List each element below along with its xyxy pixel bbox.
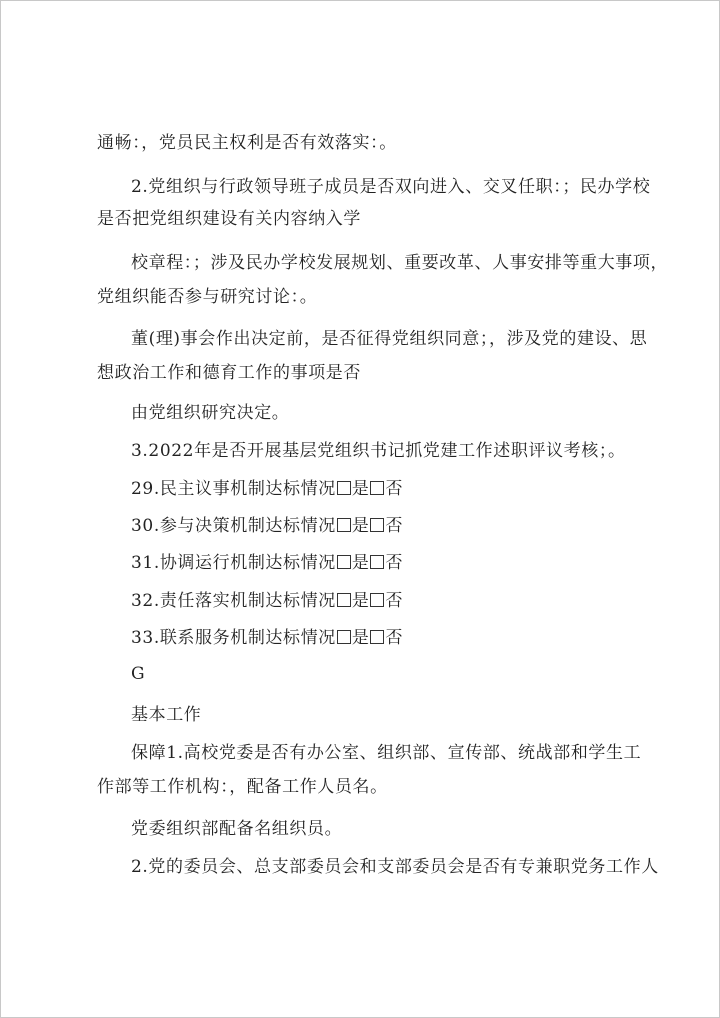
checkbox-no[interactable] [370, 481, 384, 495]
text-line: 保障1.高校党委是否有办公室、组织部、宣传部、统战部和学生工 [131, 743, 642, 763]
text-line: 党组织能否参与研究讨论：。 [97, 287, 318, 307]
checklist-label: 30.参与决策机制达标情况 [131, 516, 336, 536]
checklist-item [131, 627, 403, 649]
option-no-label: 否 [385, 516, 404, 536]
text-line: 2.党的委员会、总支部委员会和支部委员会是否有专兼职党务工作人 [131, 857, 659, 877]
checkbox-no[interactable] [370, 555, 384, 569]
checklist-label: 29.民主议事机制达标情况 [131, 479, 336, 499]
checklist-label: 31.协调运行机制达标情况 [131, 553, 336, 573]
section-title: 基本工作 [131, 705, 202, 725]
option-no-label: 否 [385, 553, 404, 573]
option-no-label: 否 [385, 628, 404, 648]
option-yes-label: 是 [351, 628, 370, 648]
text-line: 作部等工作机构：，配备工作人员名。 [97, 777, 388, 797]
option-no-label: 否 [385, 591, 404, 611]
checkbox-no[interactable] [370, 593, 384, 607]
text-line: 3.2022年是否开展基层党组织书记抓党建工作述职评议考核；。 [131, 441, 626, 461]
checklist-label: 33.联系服务机制达标情况 [131, 628, 336, 648]
checklist-item [131, 515, 403, 537]
text-line: 想政治工作和德育工作的事项是否 [97, 363, 361, 383]
option-yes-label: 是 [351, 516, 370, 536]
text-line: 校章程：；涉及民办学校发展规划、重要改革、人事安排等重大事项， [131, 253, 669, 273]
text-line: 通畅：，党员民主权利是否有效落实：。 [97, 133, 397, 153]
checkbox-no[interactable] [370, 518, 384, 532]
checkbox-no[interactable] [370, 630, 384, 644]
text-line: 党委组织部配备名组织员。 [131, 819, 343, 839]
text-line: 由党组织研究决定。 [131, 403, 290, 423]
checkbox-yes[interactable] [337, 518, 351, 532]
section-letter: G [131, 664, 146, 684]
text-line: 董(理)事会作出决定前，是否征得党组织同意；，涉及党的建设、思 [131, 329, 648, 349]
option-no-label: 否 [385, 479, 404, 499]
option-yes-label: 是 [351, 553, 370, 573]
option-yes-label: 是 [351, 591, 370, 611]
checkbox-yes[interactable] [337, 555, 351, 569]
checklist-item [131, 552, 403, 574]
option-yes-label: 是 [351, 479, 370, 499]
checklist-label: 32.责任落实机制达标情况 [131, 591, 336, 611]
checkbox-yes[interactable] [337, 593, 351, 607]
text-line: 是否把党组织建设有关内容纳入学 [97, 209, 361, 229]
checkbox-yes[interactable] [337, 481, 351, 495]
checkbox-yes[interactable] [337, 630, 351, 644]
checklist-item [131, 590, 403, 612]
checklist-item [131, 478, 403, 500]
text-line: 2.党组织与行政领导班子成员是否双向进入、交叉任职：；民办学校 [131, 177, 651, 197]
